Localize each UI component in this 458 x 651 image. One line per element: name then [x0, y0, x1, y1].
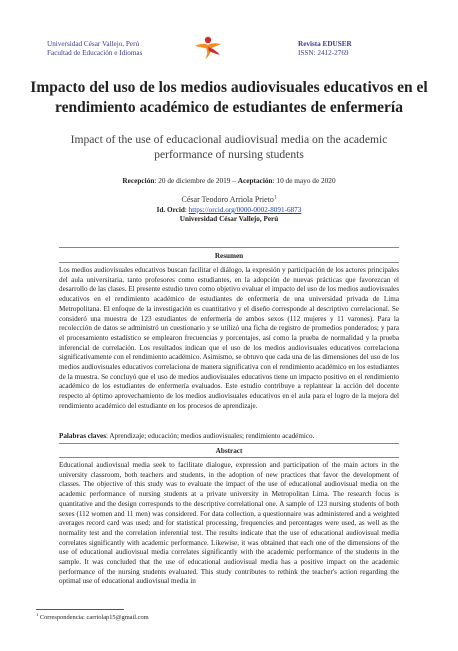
- orcid-link[interactable]: https://orcid.org/0000-0002-8091-6873: [188, 206, 302, 214]
- abstract-text: Educational audiovisual media seek to facilitate dialogue, expression and participation of the main actors in the university classroom, both teachers and students, in the adoption of new practices that favor the development of classes. The objective of this study was to evaluate the impact of the use of educational audiovisual media on the academic performance of nursing students at a private university in Metropolitan Lima. The research focus is quantitative and the design corresponds to the descriptive correlational one. A sample of 123 nursing students of both sexes (112 women and 11 men) was considered. For data collection, a questionnaire was administered and a weighted averages record card was used; and for statistical processing, frequencies and percentages were used, as well as the normality test and the correlation inferential test. The results indicate that the use of educational audiovisual media correlates significantly with academic performance. Likewise, it was obtained that each one of the dimensions of the use of educational audiovisual media correlates significantly with the academic performance of the students in the sample. It was concluded that the use of educational audiovisual media has a positive impact on the academic performance of the nursing students evaluated. This study contributes to rethink the teacher's action regarding the optimal use of educational audiovisual media in: [59, 461, 399, 586]
- university-name: Universidad César Vallejo, Perú: [47, 40, 140, 48]
- author-line: [0, 195, 458, 204]
- footnote-text: Correspondencia: carriolap15@gmail.com: [38, 614, 149, 622]
- divider: [59, 443, 399, 444]
- orcid-line: [0, 206, 458, 214]
- author-name: César Teodoro Arriola Prieto: [181, 195, 274, 204]
- accepted-date: : 10 de mayo de 2020: [272, 176, 336, 185]
- journal-name: Revista EDUSER: [298, 40, 352, 48]
- author-institution: Universidad César Vallejo, Perú: [179, 215, 279, 223]
- author-footnote-mark: 1: [273, 195, 277, 201]
- keywords-text: : Aprendizaje; educación; medios audiovisuales; rendimiento académico.: [106, 432, 315, 440]
- divider: [59, 457, 399, 458]
- abstract-heading: Abstract: [215, 447, 243, 455]
- divider: [59, 262, 399, 263]
- faculty-name: Facultad de Educación e Idiomas: [47, 49, 143, 57]
- footnote-divider: [36, 609, 124, 610]
- journal-affiliation: [47, 40, 142, 58]
- keywords-line: [59, 432, 399, 441]
- journal-info: [298, 40, 352, 58]
- paper-title-es: Impacto del uso de los medios audiovisuales educativos en el rendimiento académico de estudiantes de enfermería: [30, 79, 428, 116]
- resumen-heading: Resumen: [214, 252, 244, 260]
- footnote: [36, 612, 149, 621]
- eduser-logo-icon: [193, 35, 223, 61]
- resumen-text: Los medios audiovisuales educativos buscan facilitar el diálogo, la expresión y participación de los actores principales del aula universitaria, tanto profesores como estudiantes, en la adopción de nuevas prácticas que favorezcan el desarrollo de las clases. El presente estudio tuvo como objetivo evaluar el impacto del uso de los medios audiovisuales educativos en el rendimiento académico de estudiantes de enfermería de una universidad privada de Lima Metropolitana. El enfoque de la investigación es cuantitativo y el diseño corresponde al descriptivo correlacional. Se consideró una muestra de 123 estudiantes de enfermería de ambos sexos (112 mujeres y 11 varones). Para la recolección de datos se administró un cuestionario y se utilizó una ficha de registro de promedios ponderados; y para el procesamiento estadístico se emplearon frecuencias y porcentajes, así como la prueba de normalidad y la prueba inferencial de correlación. Los resultados indican que el uso de los medios audiovisuales educativos correlaciona significativamente con el rendimiento académico. Asimismo, se obtuvo que cada una de las dimensiones del uso de los medios audiovisuales educativos correlaciona de manera significativa con el rendimiento académico en los estudiantes de la muestra. Se concluyó que el uso de medios audiovisuales educativos tiene un impacto positivo en el rendimiento académico de los estudiantes de enfermería evaluados. Este estudio contribuye a replantear la acción del docente respecto al óptimo aprovechamiento de los medios audiovisuales educativos en el aula para el logro de la mejora del rendimiento académico del estudiante en los procesos de aprendizaje.: [59, 266, 399, 410]
- received-label: Recepción: [122, 176, 155, 185]
- paper-title-en: Impact of the use of educacional audiovisual media on the academic performance of nursing students: [70, 133, 388, 161]
- orcid-separator: :: [184, 206, 189, 214]
- journal-issn: ISSN: 2412-2769: [298, 49, 349, 57]
- submission-dates: [0, 176, 458, 185]
- keywords-label: Palabras claves: [59, 432, 107, 440]
- divider: [59, 247, 399, 248]
- received-date: : 20 de diciembre de 2019 –: [154, 176, 238, 185]
- orcid-label: Id. Orcid: [156, 206, 185, 214]
- footnote-mark: 1: [36, 612, 39, 617]
- accepted-label: Aceptación: [237, 176, 273, 185]
